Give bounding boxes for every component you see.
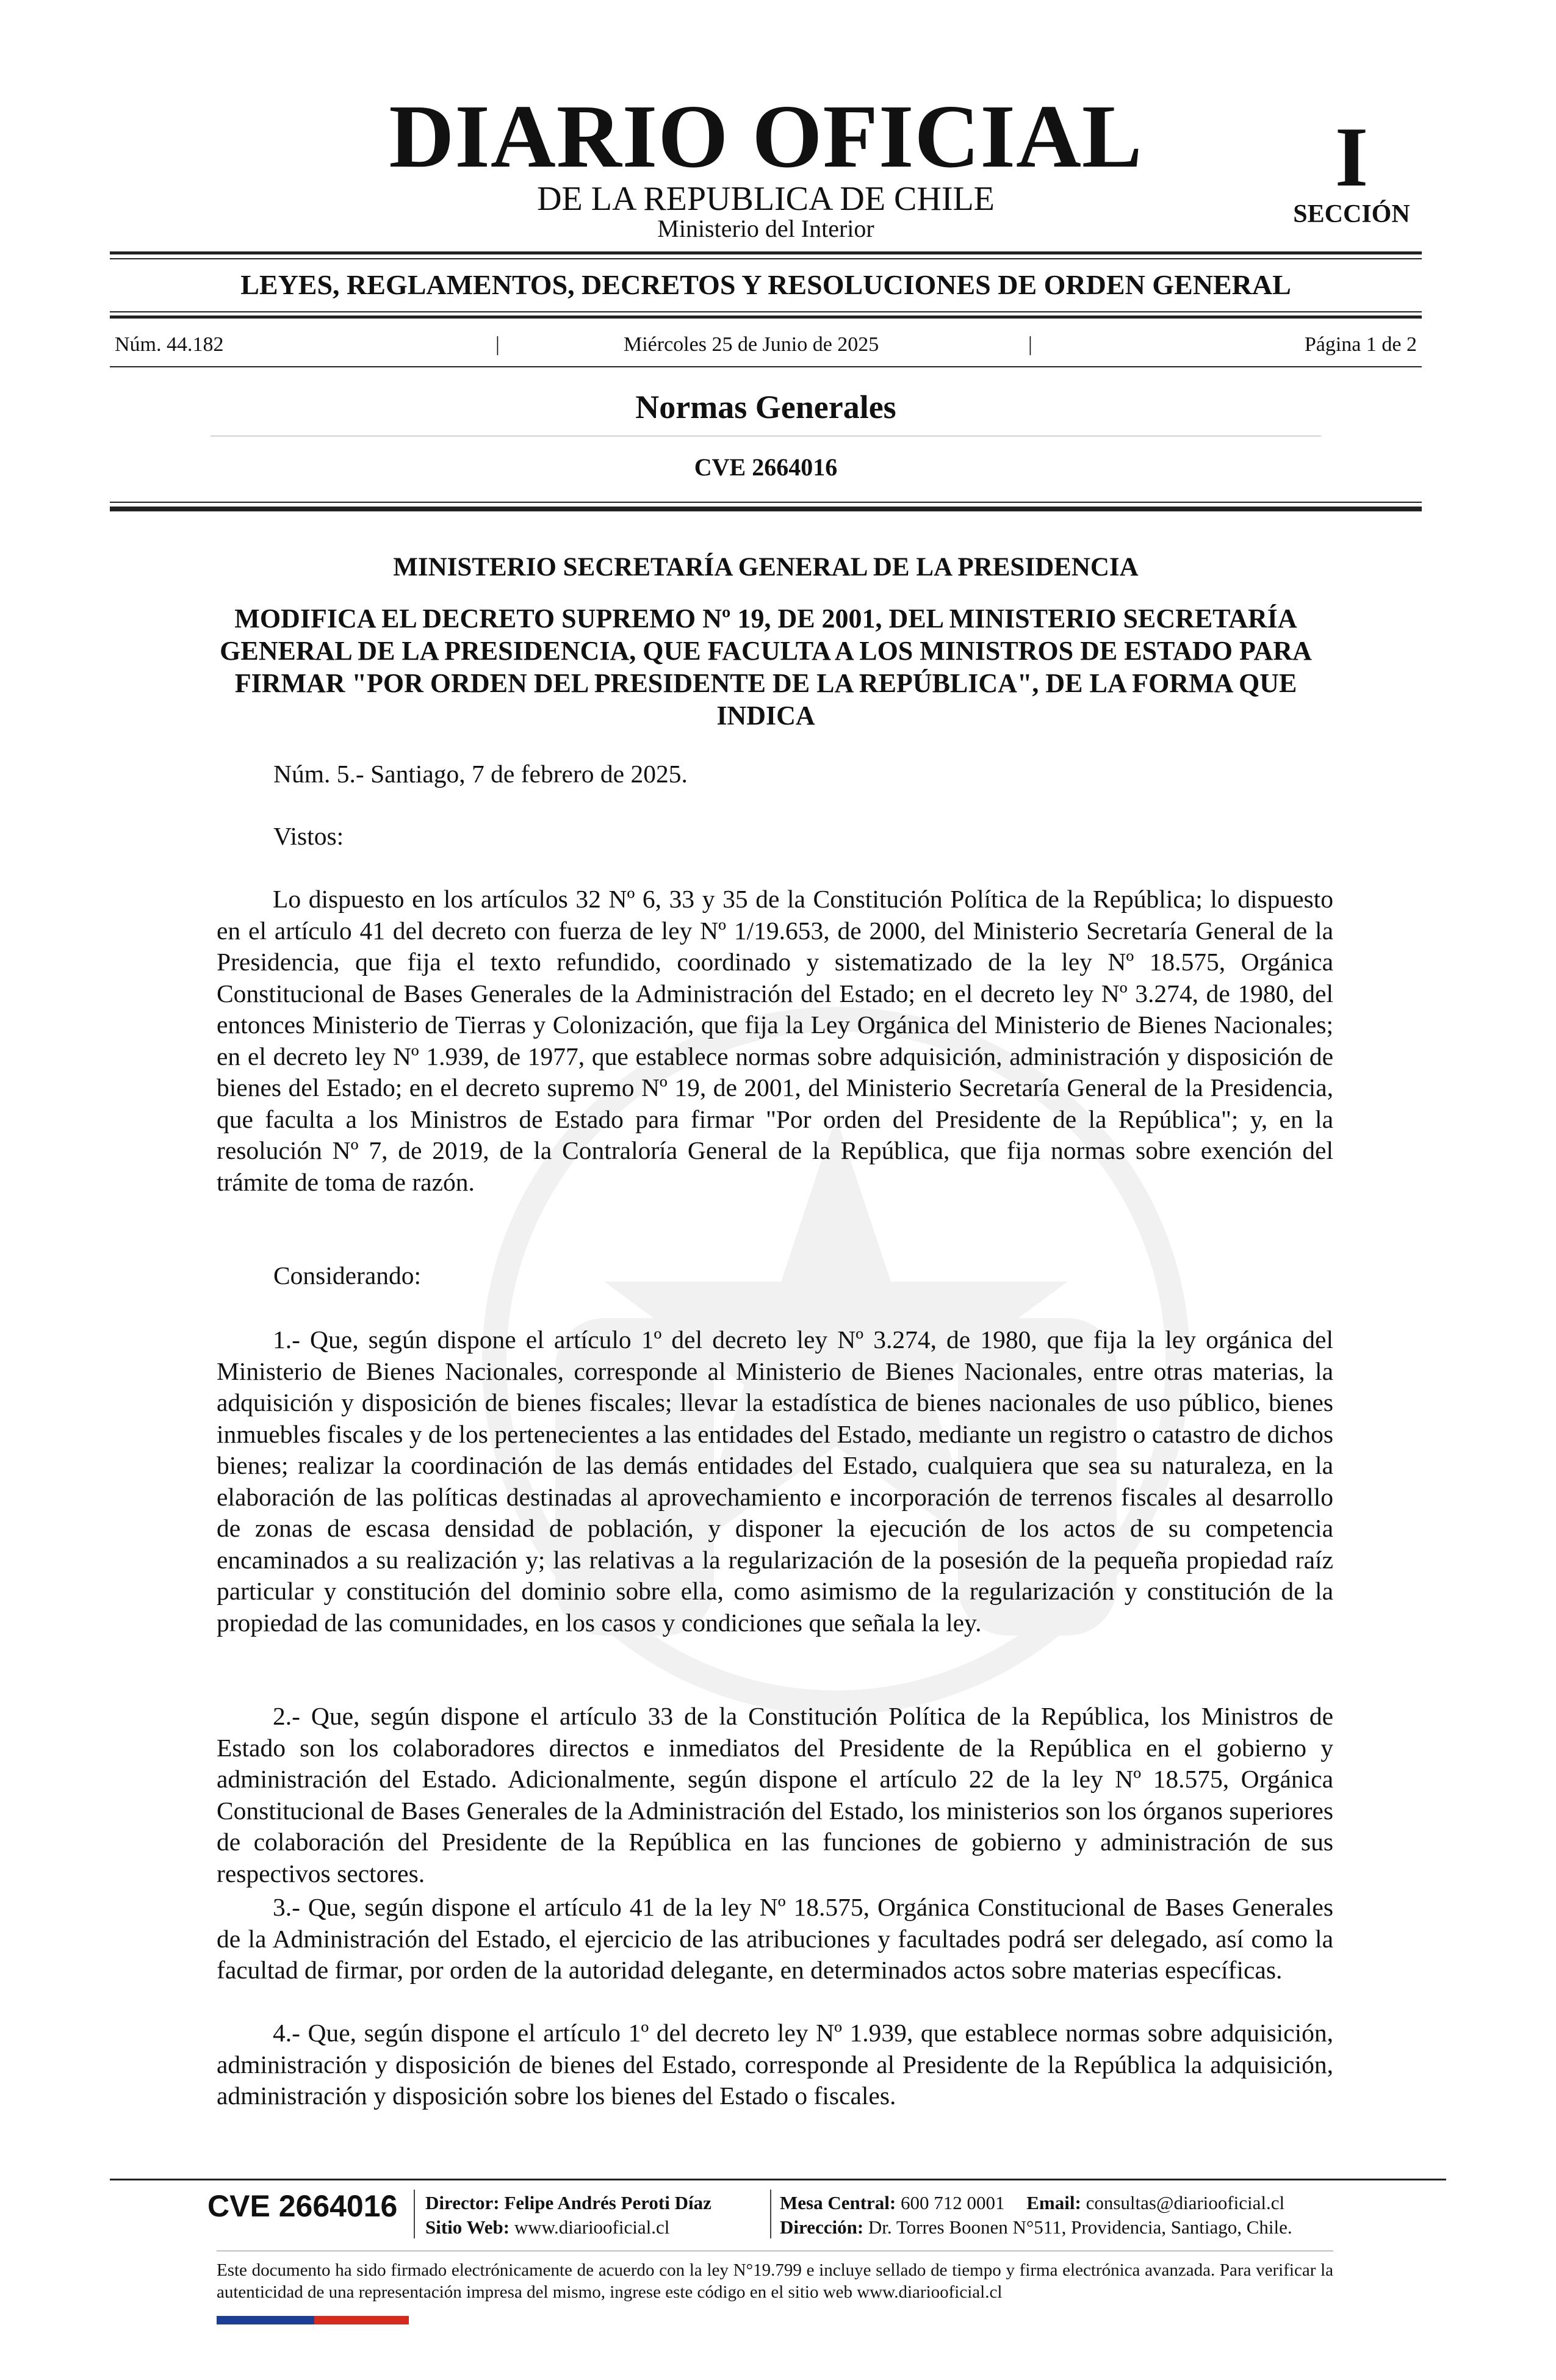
considerando-paragraph-2: 2.- Que, según dispone el artículo 33 de la Constitución Política de la República, los Ministros de Estado son los colaboradores directos e inmediatos del Presidente de la República en el gobierno y administración del Estado. Adicionalmente, según dispone el artículo 22 de la ley Nº 18.575, Orgánica Constitucional de Bases Generales de la Administración del Estado, los ministerios son los órganos superiores de colaboración del Presidente de la República en las funciones de gobierno y administración de sus respectivos sectores. — [217, 1702, 1333, 1888]
section-heading: Normas Generales — [635, 389, 896, 425]
laws-banner: LEYES, REGLAMENTOS, DECRETOS Y RESOLUCIONES DE ORDEN GENERAL — [240, 269, 1291, 300]
footer-rule — [110, 2179, 1446, 2180]
ministry-heading: MINISTERIO SECRETARÍA GENERAL DE LA PRESIDENCIA — [393, 553, 1139, 582]
footer-disclaimer: Este documento ha sido firmado electrónicamente de acuerdo con la ley N°19.799 e incluye sellado de tiempo y firma electrónica avanzada. Para verificar la autenticidad de una representación impresa del mismo, ingrese este código en el sitio web www.diariooficial.cl — [217, 2260, 1333, 2302]
considerando-label: Considerando: — [273, 1261, 422, 1289]
masthead-title: DIARIO OFICIAL — [389, 87, 1143, 187]
section-numeral: I — [1334, 110, 1369, 204]
footer-divider — [770, 2190, 771, 2238]
footer-address-label: Dirección: — [780, 2216, 864, 2238]
footer-divider — [414, 2190, 415, 2238]
footer-cve-code: CVE 2664016 — [207, 2189, 398, 2223]
footer-website-label: Sitio Web: — [425, 2216, 510, 2238]
footer-director-label: Director: — [425, 2192, 500, 2213]
cve-heading: CVE 2664016 — [694, 453, 838, 481]
cve-rule-thin — [110, 502, 1422, 503]
vistos-label: Vistos: — [273, 822, 344, 850]
footer-website-link[interactable]: www.diariooficial.cl — [514, 2216, 670, 2238]
considerando-paragraph-1: 1.- Que, según dispone el artículo 1º del decreto ley Nº 3.274, de 1980, que fija la ley orgánica del Ministerio de Bienes Nacionales, corresponde al Ministerio de Bienes Nacionales, entre otras materias, la adquisición y disposición de bienes fiscales; llevar la estadística de bienes nacionales de uso público, bienes inmuebles fiscales y de los pertenecientes a las entidades del Estado, mediante un registro o catastro de dichos bienes; realizar la coordinación de las demás entidades del Estado, cualquiera que sea su naturaleza, en la elaboración de las políticas destinadas al aprovechamiento e incorporación de terrenos fiscales al desarrollo de zonas de escasa densidad de población, y disponer la ejecución de los actos de su competencia encaminados a su realización y; las relativas a la regularización de la posesión de la pequeña propiedad raíz particular y constitución del dominio sobre ella, como asimismo de la regularización y constitución de la propiedad de las comunidades, en los casos y condiciones que señala la ley. — [217, 1325, 1334, 1637]
footer-director — [425, 2191, 711, 2215]
cve-rule-thick — [110, 507, 1422, 511]
issue-number: Núm. 44.182 — [115, 333, 224, 356]
flag-stripe-blue — [217, 2316, 314, 2324]
flag-stripe-red — [314, 2316, 409, 2324]
decree-number: Núm. 5.- Santiago, 7 de febrero de 2025. — [273, 760, 688, 788]
issue-separator: | — [495, 333, 500, 356]
footer-email-link[interactable]: consultas@diariooficial.cl — [1086, 2192, 1285, 2213]
footer-director-name: Felipe Andrés Peroti Díaz — [504, 2192, 711, 2213]
decree-title: MODIFICA EL DECRETO SUPREMO Nº 19, DE 2001, DEL MINISTERIO SECRETARÍA GENERAL DE LA PRESIDENCIA, QUE FACULTA A LOS MINISTROS DE ESTADO PARA FIRMAR "POR ORDEN DEL PRESIDENTE DE LA REPÚBLICA", DE LA FORMA QUE INDICA — [220, 604, 1312, 730]
masthead-ministry: Ministerio del Interior — [657, 215, 874, 242]
footer-phone-label: Mesa Central: — [780, 2192, 896, 2213]
section-label: SECCIÓN — [1293, 200, 1410, 228]
vistos-paragraph: Lo dispuesto en los artículos 32 Nº 6, 33 y 35 de la Constitución Política de la República; lo dispuesto en el artículo 41 del decreto con fuerza de ley Nº 1/19.653, de 2000, del Ministerio Secretaría General de la Presidencia, que fija el texto refundido, coordinado y sistematizado de la ley Nº 18.575, Orgánica Constitucional de Bases Generales de la Administración del Estado; en el decreto ley Nº 3.274, de 1980, del entonces Ministerio de Tierras y Colonización, que fija la Ley Orgánica del Ministerio de Bienes Nacionales; en el decreto ley Nº 1.939, de 1977, que establece normas sobre adquisición, administración y disposición de bienes del Estado; en el decreto supremo Nº 19, de 2001, del Ministerio Secretaría General de la Presidencia, que faculta a los Ministros de Estado para firmar "Por orden del Presidente de la República"; y, en la resolución Nº 7, de 2019, de la Contraloría General de la República, que fija normas sobre exención del trámite de toma de razón. — [217, 885, 1333, 1196]
considerando-paragraph-4: 4.- Que, según dispone el artículo 1º del decreto ley Nº 1.939, que establece normas sobre adquisición, administración y disposición de bienes del Estado, corresponde al Presidente de la República la adquisición, administración y disposición sobre los bienes del Estado o fiscales. — [217, 2019, 1333, 2110]
issue-separator: | — [1028, 333, 1032, 356]
issue-rule — [110, 366, 1422, 367]
banner-rule-thick — [110, 316, 1422, 319]
footer-address-text: Dr. Torres Boonen N°511, Providencia, Santiago, Chile. — [868, 2216, 1292, 2238]
footer-phone — [780, 2191, 1284, 2215]
masthead-subtitle: DE LA REPUBLICA DE CHILE — [537, 180, 995, 218]
masthead-rule-thin — [110, 258, 1422, 259]
issue-date: Miércoles 25 de Junio de 2025 — [624, 333, 879, 356]
footer-website — [425, 2215, 669, 2240]
considerando-paragraph-3: 3.- Que, según dispone el artículo 41 de la ley Nº 18.575, Orgánica Constitucional de Bases Generales de la Administración del Estado, el ejercicio de las atribuciones y facultades podrá ser delegado, así como la facultad de firmar, por orden de la autoridad delegante, en determinados actos sobre materias específicas. — [217, 1893, 1333, 1984]
footer-address — [780, 2215, 1292, 2240]
banner-rule-thin — [110, 311, 1422, 312]
footer-phone-number: 600 712 0001 — [901, 2192, 1005, 2213]
issue-page: Página 1 de 2 — [1304, 333, 1417, 356]
footer-email-label: Email: — [1026, 2192, 1081, 2213]
masthead-rule-thick — [110, 251, 1422, 254]
